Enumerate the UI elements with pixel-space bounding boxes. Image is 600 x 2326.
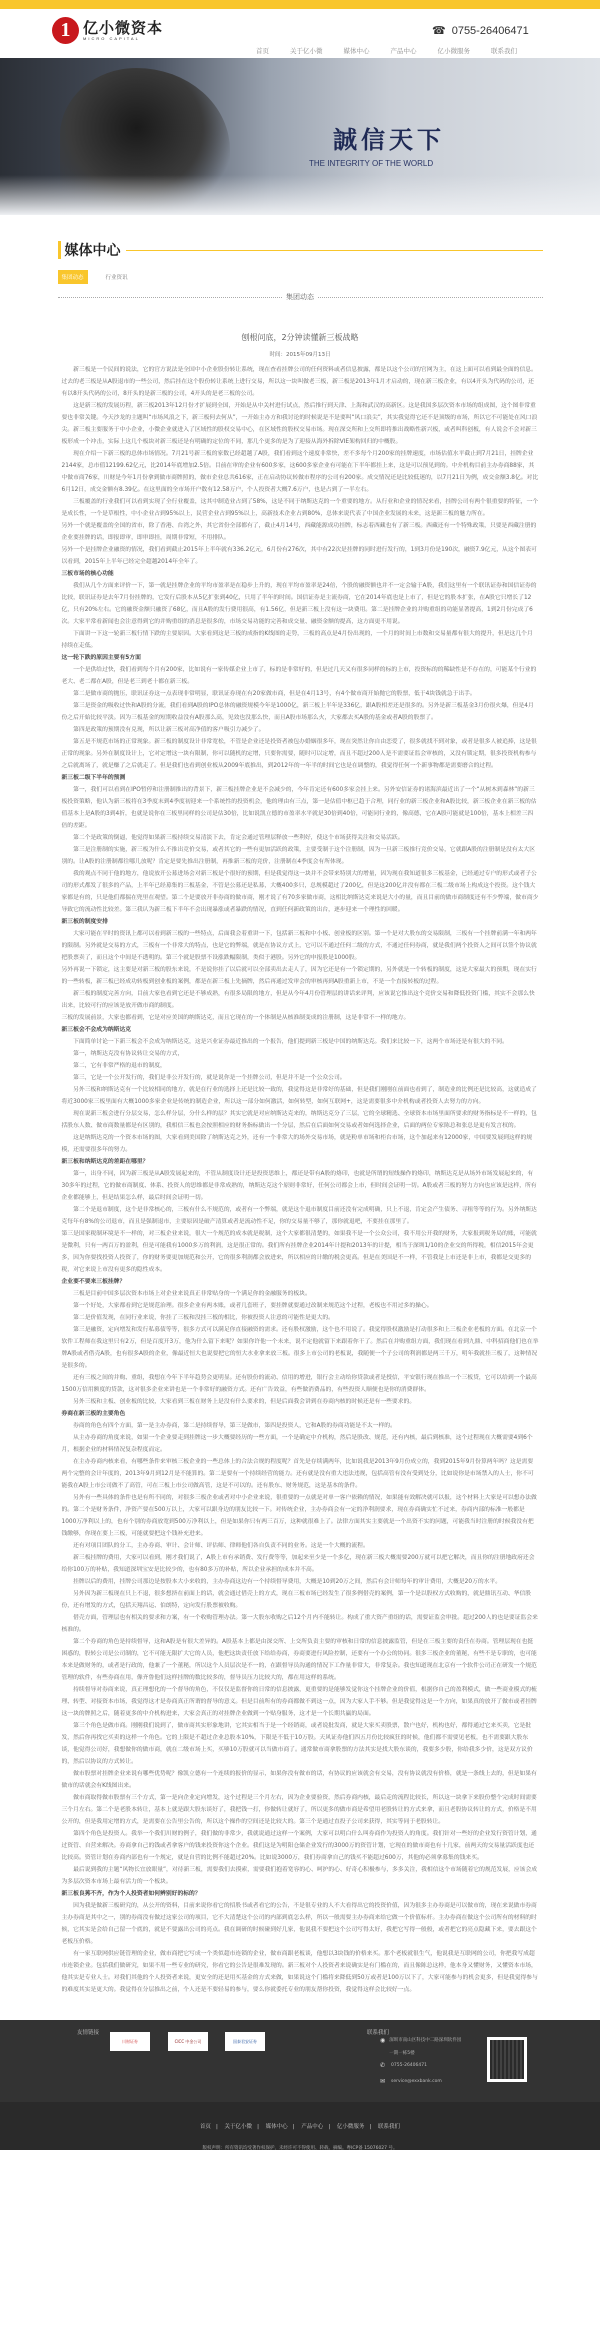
logo-mark-icon: 1	[52, 17, 79, 44]
article-paragraph: 第三是融资，定向增发和发行私募债等等，很多方式可以满足你直接融资的需求。还有股权激励，这个也不用说了。我觉得股权激励是打动很多和上三板企业老板的方面。在北京一个软件工程师在我这里只有2万，但是百度开3万，他为什么留下来呢？如果你许他一个未来，说不定他就留下来跟着你干了。然后在并购重组方面，我们现在看到九鼎、中科招商他们也在举牌A股或者借壳A股，也有很多A股的企业，像最近恒大也说要把它的恒大水业拿来放三板。很多上市公司的老板说，我随便一个子公司的利润都是两三千万，明年我就挂三板了，这种情况是很多的。	[61, 1327, 539, 1369]
article-paragraph: 还有对项目团队的分工，主办券商、审计、会计师、评估师、律师他们各自负责不同的业务。这是一个大概的流程。	[73, 1543, 369, 1549]
top-accent-bar	[0, 0, 600, 9]
article-paragraph: 新三板挂牌的费用，大家可以看到，刚才我们说了，A股上市有承销费、发行费等等，加起来至少是一个多亿，现在新三板大概需要200万就可以把它解决，而且你的注册地政府还会给你100万的补贴，我知道深圳宝安是比较少的，也有80多万的补贴，所以企业承担的成本并不高。	[61, 1555, 535, 1573]
article-paragraph: 第三是国家税制环境是不一样的，对三板企业来说，很大一个规范的成本就是税制，这个大家都很清楚的，如果我不是一个公众公司，我不用公开我的财务，大家报到税务局的账，可能就是微利，只有一两百万的盈利，但是可能我有1000多万的利润，这是很正常的。我们所有挂牌企业2014年计提和2013年的计提，相当于深圳1/10的企业交的所得税，相信2015年会更多，因为你要找投资人投资了，你的财务要更加规范和公开，它的很多利润都会放进来，所以相应的计缴的税会更高。但是在美国是不一样，不管我是上市还是非上市，我都是交更多的税，对它来说上市没有更多的隐性成本。	[61, 1231, 537, 1273]
article-paragraph: 一个是供给过快，我们看到每个月有200家，比如说有一家传媒企业上市了，标的是非常好的，但是过几天又有很多同样的标的上市，投资标的的稀缺性是不存在的，可能某个行业的老大、老二都在A股，但是老三到老十都在新三板。	[61, 667, 537, 685]
article-paragraph: 我们从几个方面来评价一下，第一就是挂牌企业的平均市盈率是在稳步上升的，现在平均市盈率是24倍，个股的融资额也并不一定会输于A股，我们这里有一个联讯证券和国信证券的比较，联讯证券是去年7月份挂牌的，它发行后股本从5亿扩张到40亿，只用了半年的时间。国信证券是主流券商，它在2014年底也是上市了，但是它的股本扩张，在A股它只增长了12亿，只有20%左右。它的融资金额只融资了68亿，而且A股的发行费用很高，有1.56亿，但是新三板上没有这一块费用。第二是挂牌企业的并购重组的功能显著提高，1到2月份完成了6次。大家平常看新闻也会注意得到它的并购重组的消息是很多的，市场交易功能的完善和成交量、融资金额的提高，这方面更不用说。	[61, 583, 537, 625]
cloud-overlay	[0, 175, 600, 215]
article-paragraph: 第五是不规范市场的正常现象。新三板的制度设计非常宽松，不管是企业还是投资者被包办婚姻很多年，现在突然让你自由恋爱了，很多就找不到对象，或者是很多人被追捧，这是很正常的现象。另外在制度设计上，它对定增这一块有限制，你可以随机的定增，只要你需要，随时可以定增，而且不超过200人是不需要证监会审核的，又没有锁定期，很多投资机构参与之后就离场了，就是赚了之后就走了。但是我们也看到创业板从2009年底推出，到2012年的一年半的时间它也是在调整的，我觉得任何一个新事物都是需要磨合的过程。	[61, 739, 537, 769]
address-text: 深圳市南山区科技中二路深圳软件园一期一栋5楼	[389, 2038, 462, 2056]
article-paragraph: 我的观点不同于他的地方，他说放开公募进场会对新三板是个很好的预期，但是我觉得这一块并不会带来特别大的增量，因为现在我知道很多三板基金，已经通过专户的形式或者子公司的形式都发了很多的产品，上半年已经募集的三板基金，不管是公募还是私募，大概400多只，总规模超过了200亿，但是这200亿并没有都在三板二级市场上构成这个投资。这个钱大家都是有的，只是他们都揣在兜里在观望。第二个是要放开非券商的做市商，刚才说了有70多家做市商，这相比纳斯达克来说是大小的量，而且目前的做市商制度还有不少弊端，做市商少导致它的流动性比较差。第三我认为新三板下半年不会出现暴涨或者暴跌的情况，直到任何新政策的出台，逐步迎来一个理性的回暖。	[61, 871, 539, 913]
tab-industry-news[interactable]: 行业资讯	[105, 275, 128, 281]
article-paragraph: 第一个好处，大家都看到它是规范治理。很多企业有两本账，或者几套班子，要挂牌就要通过改制来规范这个过程，老板也不用过多的操心。	[73, 1303, 433, 1309]
footer-nav-home[interactable]: 首页	[199, 2124, 211, 2130]
footer-nav-about[interactable]: 关于亿小微	[224, 2124, 253, 2130]
nav-about[interactable]: 关于亿小微	[290, 47, 323, 55]
footer-nav-contact[interactable]: 联系我们	[378, 2124, 401, 2130]
article-paragraph: 第四是政策的预期没有兑现，所以让新三板对高净值的客户吸引力减少了。	[73, 727, 265, 733]
article-subheading: 企业要不要来三板挂牌？	[61, 1279, 126, 1285]
footer-nav: 首页 | 关于亿小微 | 媒体中心 | 产品中心 | 亿小微服务 | 联系我们	[199, 2124, 401, 2130]
article-paragraph: 另外有一些具体的条件也是有所不同的，对很多三板企业或者对中小企业来说，很重要的一点就是对单一客户依赖的情况，如果能有效解决就可以报，这个材料上大家是可以想办法做的。第二个是财务条件，净资产要在500万以上，大家可以跟身边的朋友比较一下。对传统企业，主办券商会有一定的净利润要求，现在券商确实忙不过来，券商内部的标准一般都是1000万净利以上的，也有个别的券商放宽到500万净利以上，但是如果你只有两三百万，这种就很难上了。法律方面其实主要就是一个出资不实的问题，可能我当时注册的时候我没有把钱缴够，你现在要上三板，可能就要把这个钱补充进来。	[61, 1495, 537, 1537]
footer-nav-media[interactable]: 媒体中心	[265, 2124, 288, 2130]
article-paragraph: 下面简单讨论一下新三板会不会成为纳斯达克，这是兴业证券最近推出的一个报告，他们提到新三板是中国的纳斯达克。我们来比较一下，这两个市场还是有很大的不同。	[73, 1039, 508, 1045]
phone-text: 0755-26406471	[391, 2063, 427, 2068]
article-paragraph: 另外三板和纳斯达克有一个比较相同的地方，就是在行业的选择上还是比较一致的，我觉得这是非常好的基础，但是我们刚刚在前面也看到了，制造业的比例还是比较高，这就造成了将近3000家三板里面有大概1000多家企业是传统的制造企业，所以这一部分如何激活，如何转型，如何互联网+，这是需要很多中介机构或者投资人去努力的方向。	[61, 1087, 537, 1105]
article-paragraph: 挂牌以后的费用，挂牌公司那边是按股本大小来收的，主办券商这边有一个持续督导费用，大概是10到20万之间，然后有会计师每年的审计费用，大概是20万的水平。	[73, 1579, 502, 1585]
article-body	[58, 364, 543, 1996]
logo[interactable]	[52, 17, 163, 44]
article-paragraph: 三板是目前中国多层次资本市场上对企业来说真正非常贴身的一个满足你的金融服务的板块。	[73, 1291, 311, 1297]
media-center	[58, 215, 543, 1996]
phone-icon: ☎	[432, 25, 446, 37]
qr-code	[487, 2037, 527, 2082]
article-paragraph: 现在说新三板会进行分层交易，怎么样分层，分什么样的层？其实它就是对应纳斯达克来的，纳斯达克分了三层，它的全球精选、全球资本市场里面所要求的财务指标是不一样的，包括股东人数、做市商数量都是有区别的，我相信三板也会按照相应的财务指标做出一个分层，然后在后面如何交易或者如何选择企业，后面的两位专家陈总和张总是更有发言权的。	[61, 1111, 537, 1129]
article-paragraph: 因为我是做新三板研究的，从公开的资料，目前来说你看它的招股书或者看它的公告，不是很专业的人不大看得出它的投资价值，因为很多主办券商是可以做市的，现在来说做市券商主办券商是其中之一，别的券商没有做过这家公司的项目，它不大清楚这个公司的内部到底怎么样，所以一般需要主办券商来给它做一个价值标杆。主办券商在做这个公司所有的材料的时候，它其实是会给自己留一个底的，就是不要露出公司的亮点。我在调研的时候碰到好几家，他说我不要把这个公司写得太好，我把它写得一般般，或者把它的亮点隐藏下来，要去跟这个老板压价格。	[61, 1903, 537, 1945]
logo-name: 亿小微资本	[83, 19, 164, 37]
partner-logo[interactable]: 国泰君安证券	[225, 2032, 265, 2051]
nav-media[interactable]: 媒体中心	[343, 47, 370, 55]
article-paragraph: 第三个角色是做市商。刚刚我们说到了，做市商其实形象地讲，它其实相当于是一个经销商，或者说批发商，就是大家买卖股票，散户也好，机构也好，都得通过它来买卖，它是批发，然后你再找它买卖的这样一个角色。它的上限是不超过企业总股本10%，下限是不低于10万股。天风证券他们四五月份比较疯狂的时候，他们都不需要见老板，也不需要跟大股东谈，他觉得公司好，我想做你的做市商，就在二级市场上买，买够10万股就可以当做市商了。通常做市商拿股票的方法其实是找大股东谈的，我要多少股，你给我多少价，这是双方议价的，然后以协议的方式转让。	[61, 1723, 533, 1765]
friend-links-title: 友情链接	[77, 2030, 100, 2036]
article-paragraph: 这是新三板的发展历程，新三板2013年12月份才扩展到全国，开始是从中关村进行试点，然后推行到天津、上海和武汉的高新区。这是我国多层次资本市场的组成图，这个图非常重要也非常关键。今天沙龙的主题叫“市场风浪之下，新三板何去何从”，一开始主办方和我讨论的时候说是不是要叫“风口浪尖”，其实我觉得它还不是顶级的市场，所以它不可能处在风口浪尖。新三板主要服务于中小企业，小微企业就进入了区域性的股权交易中心，在区域性的股权交易市场。现在深交所和上交所即将推出战略性新兴板，或者叫科创板，有人说会不会对新三板形成一个冲击，实际上这几个板块对新三板还是有明确的定位的不同，那几个更多的是为了迎接从海外拆除VIE架构回归的中概股。	[61, 403, 538, 445]
nav-services[interactable]: 亿小微服务	[437, 47, 470, 55]
footer	[0, 2020, 600, 2102]
article-paragraph: 第二个券商的角色是持续督导，这和A股是有很大差异的。A股基本上都是由深交所、上交所负责主要的审核和日常的信息披露监管，但是在三板主要的责任在券商。管理层现在也挺困惑的，股转公司是公司制的，它不可能无限扩大它的人员，他把这块责任放下给给券商，券商要进行风险控制，还要有一个办公的协同。很多三板企业的董秘，有些不是专职的，也可能本来是做财务的，或者是行政的，他兼了一个董秘，所以这个人员层次是不一的，在跟督导员沟通的情况下工作量非常大，非常复杂。我也知道现在北京有一个软件公司正在研发一个规范管理的软件，有些券商在用，像齐鲁他们这样挂牌的数比较多的，督导员压力比较大的，都在用这样的系统。	[61, 1639, 537, 1681]
contact-title: 联系我们	[367, 2030, 390, 2036]
article-subheading: 这一轮下跌的原因主要有5方面	[61, 655, 141, 661]
article-paragraph: 三板的发展前景，大家也都看到，它是对应美国的纳斯达克，而且它现在的一个体制是从核准制变成的注册制，这是非常不一样的地方。	[61, 1015, 410, 1021]
footer-nav-products[interactable]: 产品中心	[301, 2124, 324, 2130]
nav-products[interactable]: 产品中心	[390, 47, 417, 55]
article-title: 刨根问底，2分钟读懂新三板战略	[241, 333, 359, 342]
nav-contact[interactable]: 联系我们	[491, 47, 517, 55]
article-paragraph: 另外再说一下锁定，这主要是对新三板的股东来说，不是说你挂了以后就可以全部卖出去走人了，因为它还是有一个锁定期的，另外就是一个转板的制度，这是大家最大的预期，现在实行的一些转板，新三板已经成功转板到创业板的案例，都是在新三板上先摘牌，然后再通过发审会的审核再到A股重新上市，不是一个直接转板的过程。	[61, 967, 537, 985]
partner-logo[interactable]: CICC 中金公司	[168, 2032, 208, 2051]
heading-line	[126, 250, 543, 251]
contact-phone	[380, 2062, 427, 2069]
article-subheading: 新三板良莠不齐，作为个人投资者如何辨别好的标的？	[61, 1891, 201, 1897]
category-divider	[58, 292, 543, 302]
section-heading	[58, 240, 543, 260]
article-paragraph: 做市股票对挂牌企业来说有哪些优势呢？像凯立德有一个连续的报价的显示，如果你没有做市的话，有协议的应该就会有交易，没有协议就没有价格，就是一条线上去的，但是如果有做市的话就会有K线图出来。	[61, 1771, 537, 1789]
article-paragraph: 另外一个是挂牌企业融资的情况，我们看到截止2015年上半年就有336.2亿元，6月份有276次，其中有22次是挂牌的同时进行发行的，1到3月份是190次，融资7.9亿元，从这个图表可以看到，2015年上半年已经完全超越2014年全年了。	[61, 547, 537, 565]
email-link[interactable]: service@exxbank.com	[391, 2079, 442, 2084]
copyright: 版权声明：所有资讯均受著作权保护，未经许可不得使用、转载、摘编。粤ICP备 15076027 号。	[202, 2146, 398, 2151]
article-paragraph: 第二是价值发现，在同行业来说，你挂了三板和没挂三板的相比，你被投资人注意的可能性是更大的。	[73, 1315, 334, 1321]
header-phone	[432, 24, 529, 37]
article-paragraph: 借壳方面，管理层也有相关的要求和方案，有一个收购管理办法。第一大股东收购之后12个月内不能转让。构成了重大资产重组的话，需要证监会审批。超过200人的也是要证监会来核准的。	[61, 1615, 538, 1633]
contact-email	[380, 2078, 442, 2085]
article-paragraph: 第二个是政策的倒逼，他觉得如果新三板持续交易清淡下去，肯定会通过管理层释放一些利好，使这个市场获得关注和交易活跃。	[73, 835, 404, 841]
article-subheading: 新三板会不会成为纳斯达克	[61, 1027, 132, 1033]
article-subheading: 券商在新三板的主要角色	[61, 1411, 126, 1417]
article-paragraph: 第三是注册制的实施，新三板为什么不推出竞价交易，或者其它的一些有更加活跃的政策，主要受制于这个注册制，因为一旦新三板推行竞价交易，它就跟A股的注册制是没有太大区别的。让A股的注册制都往哪儿放呢？肯定是要先推出注册制，再推新三板的竞价，注册制在4季度会有所体现。	[61, 847, 536, 865]
footer-nav-services[interactable]: 亿小微服务	[336, 2124, 365, 2130]
banner-slogan-en: THE INTEGRITY OF THE WORLD	[309, 159, 434, 168]
article-paragraph: 有一家互联网供应链管理的企业，做市商把它写成一个类似超市连锁的企业，做市商跟老板谈，他想以3块钱的价格来买。那个老板就很生气，他说我是互联网的公司，你把我写成超市连锁企业。包括我们做研究，如果不用一些专业的研究，你看它的公告是很难发现的。新三板对个人投资者来说确实是有门槛在的，而且像陈总这样，他本身又懂财务，又懂资本市场，他其实是专业人士。对我们其他的个人投资者来说，更安全的还是用买基金的方式来做，如果说这个门槛将来降低到50万或者是100万以下了，大家可能参与的机会更多，但是我觉得参与的难度其实是更大的。我觉得在分层推出之前，个人还是不要轻易的参与，要么你就委托专业的朋友帮你投资，我觉得这样会比较好一点。	[61, 1951, 538, 1993]
article-paragraph: 这是纳斯达克的一个资本市场的图，大家看到美国除了纳斯达克之外，还有一个非常大的场外交易市场，就是粉单市场和柜台市场，这个加起来有12000家，中国要发展到这样的规模，还需要很多年的努力。	[61, 1135, 533, 1153]
article-paragraph: 另外因为新三板现在只上不退，很多想挤在前面上的话，就会通过借壳上的方式，现在三板市场已经发生了很多例借壳的案例，第一个是以股权方式收购的，就是鼎讯互动、华信股份，还有增发的方式，包括天翔昌运、伯朗特，定向发行股票被收购。	[61, 1591, 532, 1609]
category-tabs	[58, 270, 543, 284]
article-paragraph: 第一，出身不同，因为新三板是从A股发展起来的，不管从制度设计还是投资思维上，都还是带有A股的烙印，也就是所谓的短线操作的烙印，纳斯达克是从场外市场发展起来的，有30多年的过程，它的做市商制度、体系、投资人的思维都是非常成熟的，纳斯达克这个原则非常好，任何公司都会上市，但时间会证明一切。A股或者三板的努力方向也应该是这样，所有企业都能够上，但是结果怎么样，最后时间会证明一切。	[61, 1171, 537, 1201]
footer-bottom	[0, 2102, 600, 2150]
dotted-line	[58, 297, 283, 298]
location-icon: ◉	[380, 2037, 386, 2044]
article-paragraph: 在主办券商内核来看，有哪些条件来审核三板企业的一些总体上的合法合规的程度呢？首先是存续满两年，比如说我是2013年9月份成立的，我到2015年9月份算两年吗？这是需要两个完整的会计年度的，2013年9月到12月是不能算的。第二是要有一个持续经营的能力。还有就是没有重大违法违规，包括高管有没有受到处分，比如说你是市场禁入的人士，你不可能我在A股上市公司做不了高管，可在三板上市公司做高管，这是不可以的。还有股东、财务规范，这是基本的条件。	[61, 1459, 534, 1489]
article-paragraph: 第三是资金的吸收过快和A股的分流，我们看到A股的IPO总体的融资规模今年是1000亿，新三板上半年是336亿，跟A股相差还是很多的。另外是新三板基金3月份很火爆，但是4月份之后开始比较平淡。因为三板基金的短期收益没有A股那么高，见效也没那么快，而且A股市场那么火，大家都去买A股的基金或者A股的股票了。	[61, 703, 534, 721]
hero-banner	[0, 58, 600, 215]
main-nav	[256, 46, 538, 55]
article-subheading: 三板市场的核心功能	[61, 571, 114, 577]
banner-slogan: 誠信天下	[333, 125, 445, 154]
site-header	[0, 9, 600, 58]
tab-group-news[interactable]: 集团动态	[58, 270, 88, 284]
article-paragraph: 第二是做市商的抛压，联讯证券这一点表现非常明显，联讯证券现在有20家做市商，但是在4月13号，有4个做市商开始抛它的股票，低于4块钱就急于出手。	[73, 691, 476, 697]
logo-tagline: MICRO CAPITAL	[83, 36, 140, 41]
phone-icon: ✆	[380, 2062, 386, 2069]
article-paragraph: 第一，纳斯达克没有协议转让交易的方式，	[73, 1051, 184, 1057]
article-time: 时间：2015年09月13日	[269, 352, 331, 358]
article-paragraph: 第二个是退市制度，这个是非常核心的，三板有什么不规范的，或者有一个弊端，就是这个退市制度目前还没有完成明确，只上不退，肯定会产生债务、寻租等等的行为。另外纳斯达克每年有8%的公司退市，而且是强制退市，主要原因是破产清算或者是流动性不足，你的交易量不够了，那你就退吧，不要挂在那里了。	[61, 1207, 537, 1225]
article-paragraph: 新三板的制度完善方向，目前大家也看到它还是不够成熟，有很多局限的地方，但是从今年4月份管理层的讲话来评判，应该说它推出这个竞价交易和降低投资门槛，其实不会那么快出来，比较可行的应该是放开做市商的制度。	[61, 991, 535, 1009]
article-paragraph: 大家可能在平时的资讯上都可以看到新三板的一些特点，后面我会着重讲一下，包括新三板和中小板、创业板的区别。第一个是对大股东的交易限制，三板有一个挂牌前满一年和两年的限制。另外就是交易的方式，三板有一个非常大的特点，也是它的弊端，就是在协议方式上，它可以不通过任何二级的方式，不通过任何券商，就是我们两个投资人之间可以签个协议就把股票卖了，而且这个中间是不透明的。第三个就是股票不设涨跌幅限制，类似于港股。另外它的申报股是1000股。	[61, 931, 537, 961]
article-paragraph: 最后说到我的主题“风物长宜放眼量”，对待新三板，需要我们去摸索，需要我们抱着宽容的心、呵护的心、好奇心积极参与，多多关注，我相信这个市场随着它的规范发展，应该会成为多层次资本市场上最有活力的一个板块。	[61, 1867, 538, 1885]
article-paragraph: 现在介绍一下新三板的总体市场情况。7月21号新三板的家数已经超越了A股，我们看到这个速度非常快，差不多每个月200家的挂牌速度，市场估值水平截止到7月21日，挂牌企业2144家，总市值12199.62亿元，比2014年底增加2.5倍。目前在审的企业有600多家，这600多家企业有可能在下半年都挂上来，这是可以预见到的。中介机构目前主办券商88家，其中做市商76家，川财是今年1月份拿到做市商牌照的，做市企业总共616家，正在启动协议转做市程序的公司有200家。成交情况还是比较低迷的，以7月21日为例，成交金额3.8亿。对比6月12日，成交金额有8.39亿。在这里面的全市场开户数有12.58万户，个人投资者大概7.6万户，也是占到了一半左右。	[61, 451, 539, 493]
heading-accent	[58, 241, 61, 259]
nav-home[interactable]: 首页	[256, 47, 269, 55]
category-label: 集团动态	[286, 293, 314, 301]
article-paragraph: 第一，我们可以看到在IPO暂停和注册制推出的背景下，新三板挂牌企业是不会减少的，今年肯定还有600多家会挂上来。另外安信证券的诸海滨最近出了一个“从树木到森林”的新三板投资策略，他认为新三板将在3季度末到4季度初迎来一个系统性的投资机会，他的理由有三点，第一是估值中枢已趋于合理，同行业的新三板企业和A股比较，新三板企业在新三板的估值基本上是A股的3到4折，也就是说你在三板里同样的公司是估30倍，比如说凯立德的市盈率水平就是30倍到40倍，可能同行业的，像高德，它在A股可能就是100倍，基本上相差三四倍的差距。	[61, 787, 537, 829]
phone-number: 0755-26406471	[451, 24, 529, 37]
article-paragraph: 第三，它是一个公开发行的，我们是非公开发行的，就是说你是一个挂牌公司，但是并不是一个公众公司。	[73, 1075, 346, 1081]
article-paragraph: 做市商取得做市股票有三个方式，第一是向企业定向增发，这个过程是三个月左右，因为企业要验资，然后券商内核，最后走的流程比较长，所以这一块拿下来股份整个完成时间需要三个月左右。第二个是老股本转让，基本上就是跟大股东谈好了，我把钱一打，你做转让就好了，所以更多的做市商是希望用老股转让的方式来拿，而且老股协议转让的方式，价格是不用公开的，但是我用定增的方式，是需要在公告里公告的，所以这个操作的空间还是比较大的。第三个是通过直投子公司来获得，其实等同于老股转让。	[61, 1795, 537, 1825]
article-paragraph: 另外三板和主板、创业板的比较，大家看到三板在财务上是没有什么要求的，但是后面我会讲到在券商内核的时候还是有一些要求的。	[73, 1399, 416, 1405]
article-paragraph: 另外一个就是覆盖的全国的省市，除了香港、台湾之外，其它省份全部都有了，截止4月14号，西藏能源成功挂牌，标志着西藏也有了新三板。西藏还有一个特殊政策，只要是西藏注册的企业要挂牌的话，即报即审，即审即挂，周期非常短，不用排队。	[61, 523, 537, 541]
article-paragraph: 第四个角色是投资人。我举一个我们川财的例子，我们做的非常少，我就说通过这样一个案例，大家可以明白什么叫券商作为投资人的角度。我们针对一些好的企业发行资管计划，通过资管、自营来解决。券商拿自己的钱或者拿客户的钱来投资你这个企业。我们这是为明阳仓储企业发行的3000万的资管计划，它现在的做市商也有十几家，前两天的交易量活跃度也还比较高。资管计划在券商内部也有一个规定，就是自营的比例不能超过20%。比如说3000万，我们券商拿自己的钱买不能超过600万，其他的必须拿募集的钱来买。	[61, 1831, 537, 1861]
article-subheading: 新三板二级下半年的预测	[61, 775, 126, 781]
article-paragraph: 三板覆盖的行业我们可以看到实现了全行业覆盖，这其中制造业占到了58%，这是不同于纳斯达克的一个重要的地方。从行业和企业的情况来看，挂牌公司有两个很重要的特征，一个是成长性，一个是草根性，中小企业占到95%以上，民营企业占到95%以上，高新技术企业占到80%，总体来说代表了中国企业发展的未来，这是新三板的魅力所在。	[61, 499, 539, 517]
article-paragraph: 下面讲一下这一轮新三板行情下跌的主要原因。大家看到这是三板的成指的K线图的走势，三板的高点是4月份出现的，一个月的时间上市数和交易量都有很大的提升，但是这几个月持续在走低。	[61, 631, 533, 649]
mail-icon: ✉	[380, 2078, 386, 2085]
partner-logo[interactable]: 川财证券	[110, 2032, 150, 2051]
article-paragraph: 新三板是一个民间的说法，它的官方说法是全国中小企业股份转让系统，现在查看挂牌公司的任何资料或者信息披露，都是以这个公司的官网为主，在这上面可以看到最全面的信息。过去的老三板是从A股退市的一些公司，然后挂在这个股份转让系统上进行交易，所以这一块叫做老三板，新三板是2013年1月才启动的，现在新三板企业，有以4开头为代码的公司，还有以8开头代码的公司，8开头的是新三板的公司，4开头的是老三板的公司。	[61, 367, 537, 397]
article-subheading: 新三板和纳斯达克的差距在哪里？	[61, 1159, 149, 1165]
dotted-line	[318, 297, 543, 298]
contact-address	[380, 2034, 462, 2060]
article-subheading: 新三板的制度安排	[61, 919, 108, 925]
article-paragraph: 券商的角色有四个方面，第一是主办券商，第二是持续督导，第三是做市，第四是投资人，它和A股的券商功能是不太一样的。	[73, 1423, 396, 1429]
article-paragraph: 第二，它有非常严格的退市的制度，	[73, 1063, 166, 1069]
article-paragraph: 从主办券商的角度来说，如果一个企业要走到挂牌这一步大概要经历的一些方面，一个是确定中介机构，然后是股改、规范，还有内核，最后到核准，这个过程现在大概需要4到6个月，根据企业的材料情况复杂程度而定。	[61, 1435, 533, 1453]
article-paragraph: 还有三板之间的并购、重组，我想在今年下半年趋势会更明显。还有股份的流动、信用的增进，银行会主动给你贷款或者是授信，平安银行现在推出一个三板贷，它可以给到一个最高1500万信用额度的贷款，这对很多企业来讲也是一个非常好的融资方式。还有广告效益，有些做消费品的，有些投资人顺便也是你的消费群体。	[61, 1375, 537, 1393]
section-title: 媒体中心	[64, 243, 121, 259]
article-paragraph: 持续督导对券商来说，真正理想化的一个督导的角色，不仅仅是监督你的日常的信息披露，更重要的是能够发觉你这个挂牌企业的价值，根据你自己的盈利模式，做一些商业模式的梳理、转型、对接资本市场，我觉得这才是券商真正所谓的督导的意义。但是目前所有的券商都做不到这一点，因为大家人手不够。但是我觉得这是一个方向，如果真的放开了做市或者挂牌这一块的牌照之后，随着更多的中介机构进来，大家会真正的对挂牌企业做到一个贴身服务，这才是一个长期共赢的局面。	[61, 1687, 537, 1717]
